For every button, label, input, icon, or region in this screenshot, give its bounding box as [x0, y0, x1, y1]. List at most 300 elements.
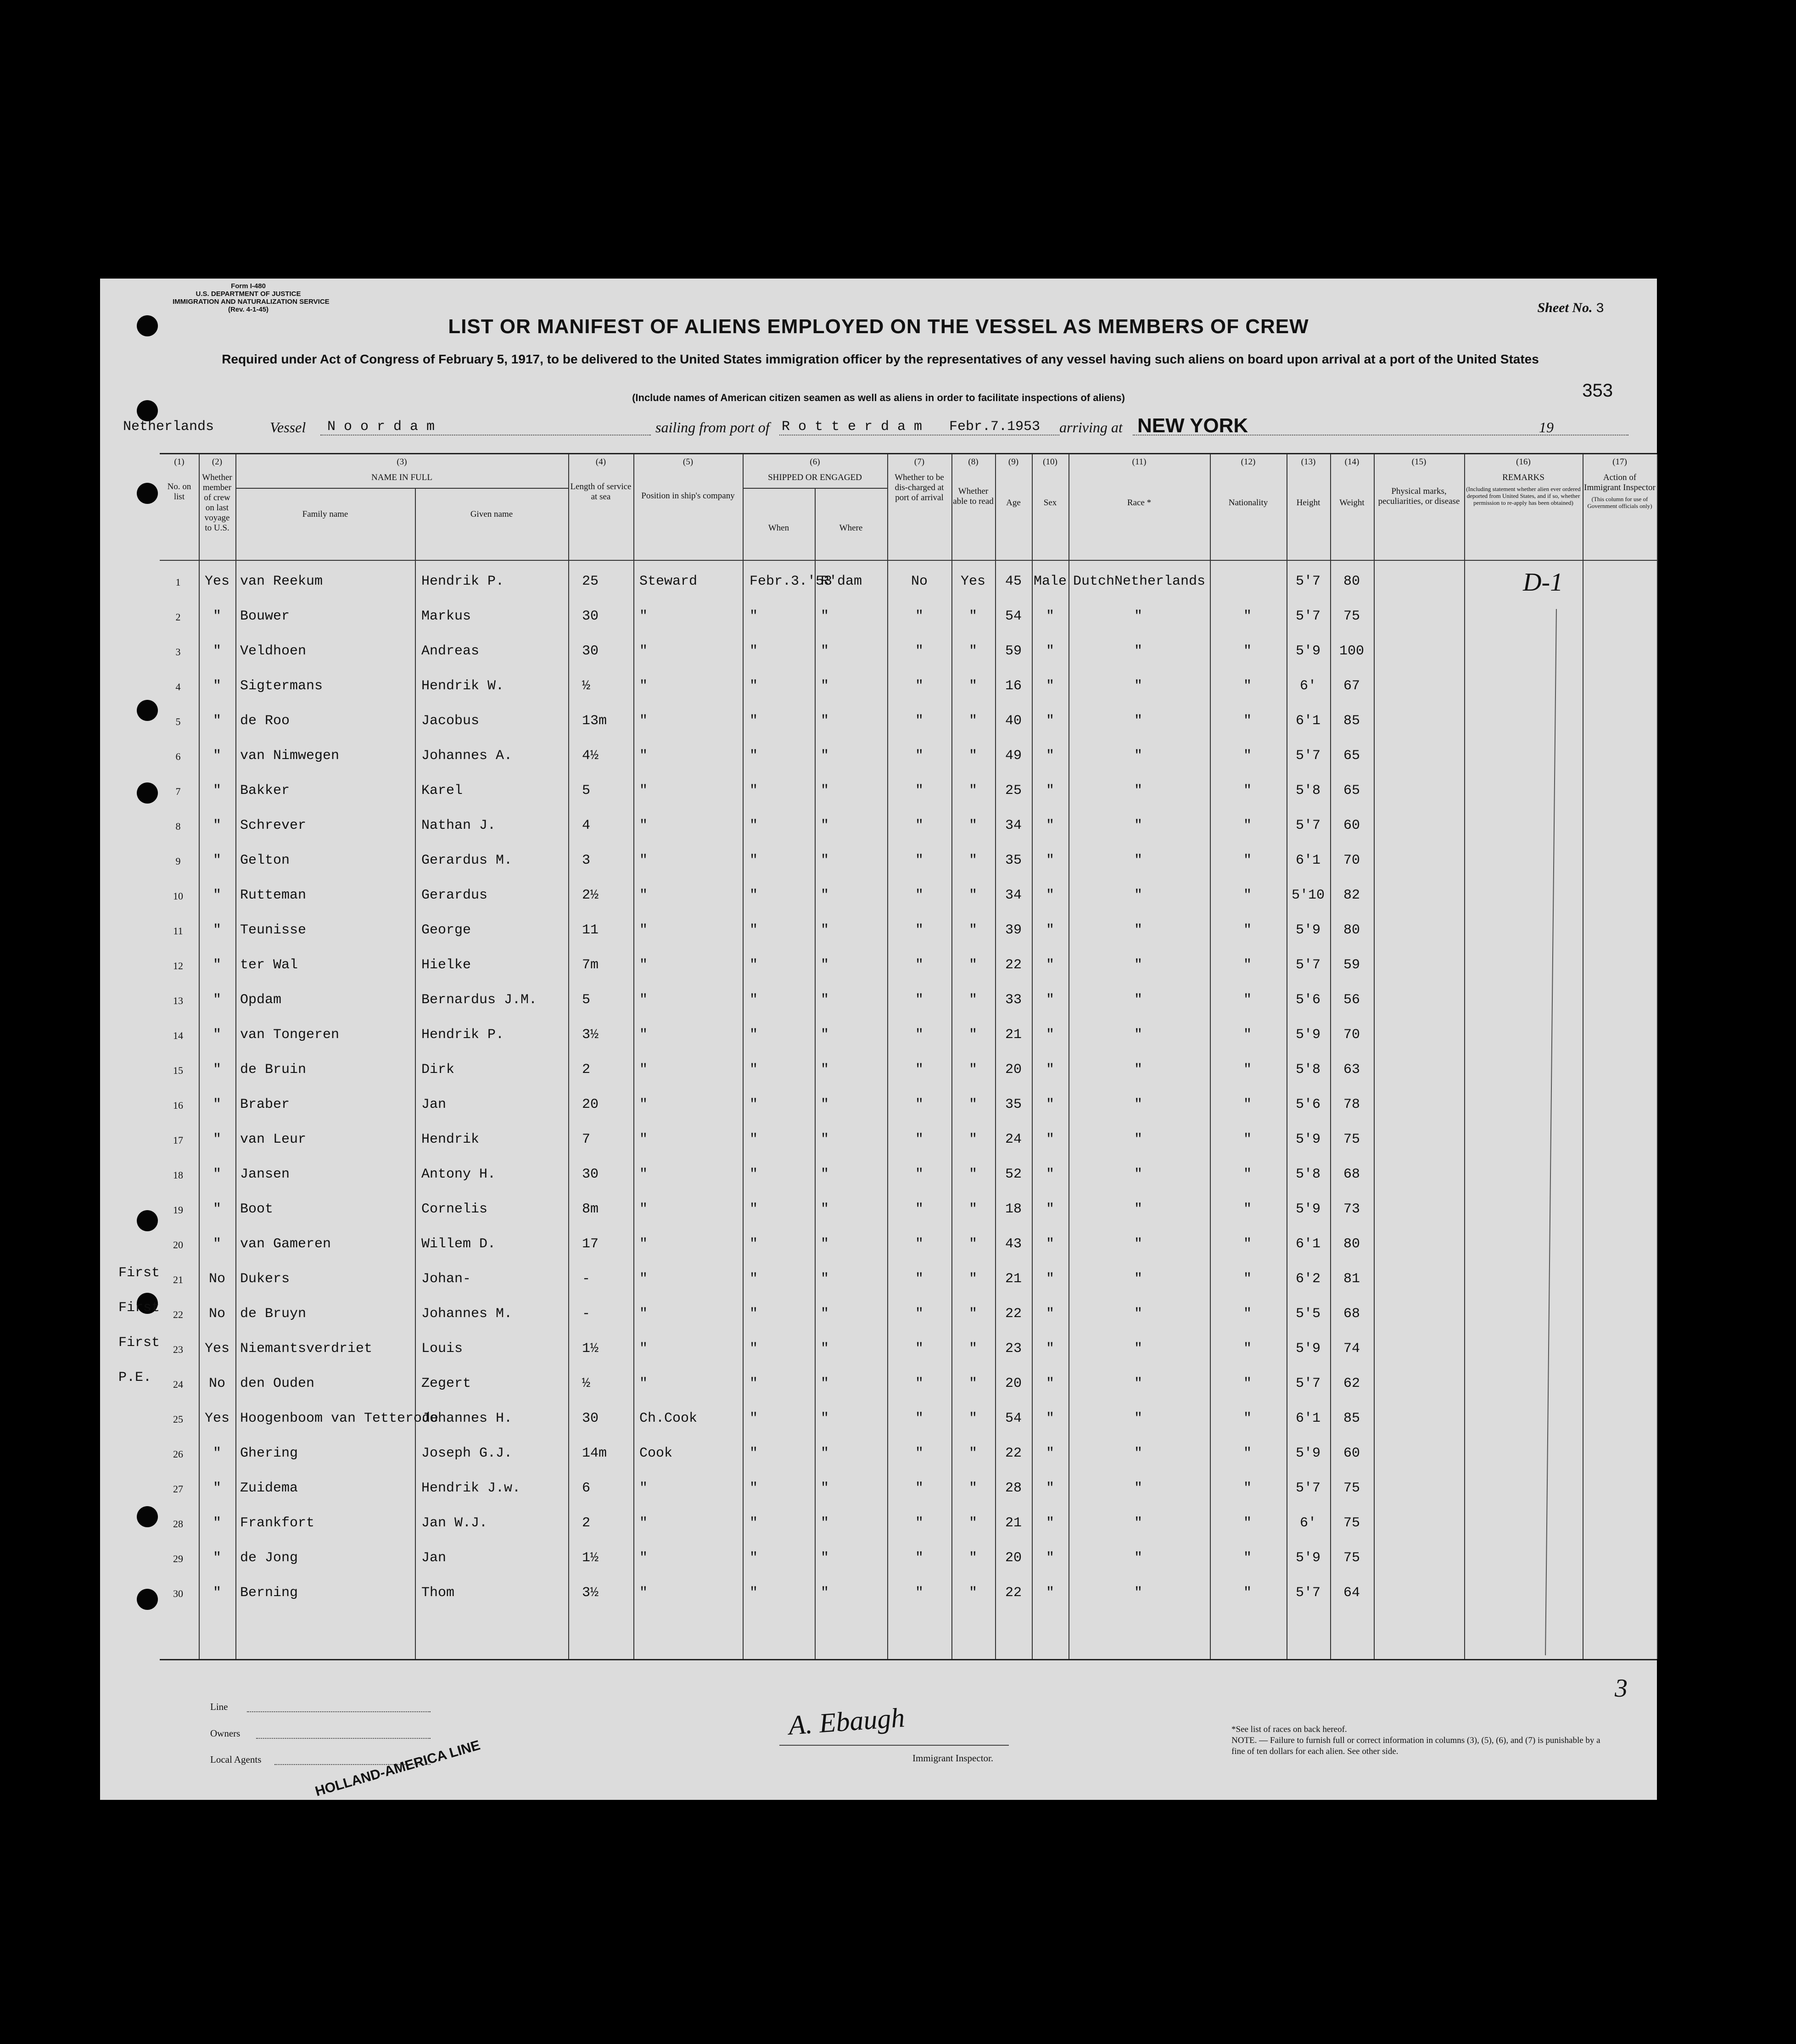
cell-age: 59 — [1005, 643, 1022, 659]
cell-weight: 74 — [1343, 1341, 1360, 1357]
cell-sex: " — [1046, 1236, 1054, 1252]
cell-read: " — [968, 888, 977, 903]
cell-height: 5'7 — [1295, 1480, 1320, 1496]
cell-where: " — [821, 643, 829, 659]
cell-family: de Bruyn — [240, 1306, 307, 1322]
cell-nationality: " — [1243, 678, 1252, 694]
cell-age: 22 — [1005, 957, 1022, 973]
cell-nationality: " — [1243, 643, 1252, 659]
cell-nationality: " — [1243, 1201, 1252, 1217]
column-number-c14: (14) — [1344, 457, 1360, 467]
vessel-name: N o o r d a m — [327, 419, 435, 435]
cell-prev: " — [213, 1097, 221, 1112]
header-length-of-service: Length of service at sea — [570, 482, 632, 502]
cell-nationality: Netherlands — [1114, 574, 1206, 589]
cell-race: " — [1134, 1341, 1142, 1357]
cell-age: 20 — [1005, 1376, 1022, 1391]
cell-height: 6' — [1299, 678, 1316, 694]
cell-family: van Nimwegen — [240, 748, 340, 764]
cell-nationality: " — [1243, 1446, 1252, 1461]
cell-nationality: " — [1243, 1027, 1252, 1043]
cell-family: Rutteman — [240, 888, 307, 903]
cell-no: 6 — [175, 751, 181, 762]
cell-given: Jan W.J. — [421, 1515, 488, 1531]
cell-family: Dukers — [240, 1271, 290, 1287]
cell-height: 5'7 — [1295, 609, 1320, 624]
cell-prev: " — [213, 853, 221, 868]
cell-sex: " — [1046, 783, 1054, 799]
cell-given: George — [421, 922, 471, 938]
cell-when: " — [750, 1027, 758, 1043]
cell-given: Johan- — [421, 1271, 471, 1287]
cell-family: Opdam — [240, 992, 282, 1008]
cell-given: Cornelis — [421, 1201, 488, 1217]
cell-when: " — [750, 1480, 758, 1496]
cell-race: " — [1134, 1515, 1142, 1531]
cell-family: Schrever — [240, 818, 307, 833]
column-number-c3: (3) — [397, 457, 407, 467]
cell-no: 2 — [175, 611, 181, 623]
cell-prev: " — [213, 888, 221, 903]
cell-height: 5'9 — [1295, 922, 1320, 938]
cell-race: " — [1134, 1306, 1142, 1322]
cell-discharged: " — [915, 853, 923, 868]
margin-note: First — [118, 1265, 160, 1281]
cell-prev: " — [213, 609, 221, 624]
cell-position: " — [639, 1515, 648, 1531]
cell-nationality: " — [1243, 1411, 1252, 1426]
cell-position: " — [639, 1201, 648, 1217]
cell-height: 5'9 — [1295, 643, 1320, 659]
cell-no: 22 — [173, 1309, 183, 1320]
cell-weight: 75 — [1343, 1480, 1360, 1496]
cell-nationality: " — [1243, 992, 1252, 1008]
cell-read: " — [968, 1201, 977, 1217]
cell-where: " — [821, 1062, 829, 1078]
cell-race: " — [1134, 1480, 1142, 1496]
column-number-c7: (7) — [914, 457, 925, 467]
cell-family: Veldhoen — [240, 643, 307, 659]
form-service: IMMIGRATION AND NATURALIZATION SERVICE — [173, 298, 330, 306]
cell-when: " — [750, 1376, 758, 1391]
cell-position: " — [639, 1271, 648, 1287]
cell-no: 15 — [173, 1065, 183, 1076]
cell-sex: " — [1046, 748, 1054, 764]
cell-position: " — [639, 1097, 648, 1112]
cell-discharged: " — [915, 609, 923, 624]
cell-prev: " — [213, 957, 221, 973]
cell-where: " — [821, 1271, 829, 1287]
cell-when: " — [750, 1097, 758, 1112]
cell-discharged: " — [915, 1271, 923, 1287]
cell-race: " — [1134, 1446, 1142, 1461]
cell-where: " — [821, 818, 829, 833]
cell-discharged: " — [915, 678, 923, 694]
column-number-c12: (12) — [1241, 457, 1256, 467]
cell-weight: 100 — [1339, 643, 1364, 659]
cell-height: 5'9 — [1295, 1341, 1320, 1357]
cell-height: 6'2 — [1295, 1271, 1320, 1287]
cell-sex: " — [1046, 1446, 1054, 1461]
header-where: Where — [839, 523, 863, 533]
cell-weight: 63 — [1343, 1062, 1360, 1078]
cell-height: 5'7 — [1295, 1376, 1320, 1391]
cell-weight: 60 — [1343, 1446, 1360, 1461]
cell-sex: " — [1046, 1376, 1054, 1391]
column-rule — [887, 454, 888, 1659]
cell-sex: " — [1046, 922, 1054, 938]
cell-given: Jan — [421, 1550, 447, 1566]
cell-nationality: " — [1243, 1341, 1252, 1357]
cell-no: 27 — [173, 1483, 183, 1495]
header-height: Height — [1296, 498, 1320, 508]
cell-age: 18 — [1005, 1201, 1022, 1217]
column-rule — [1464, 454, 1465, 1659]
sheet-number-label: Sheet No. — [1537, 300, 1593, 315]
cell-service: 25 — [582, 574, 599, 589]
cell-family: Berning — [240, 1585, 298, 1601]
cell-read: " — [968, 1306, 977, 1322]
cell-no: 4 — [175, 681, 181, 693]
cell-age: 52 — [1005, 1167, 1022, 1182]
column-rule — [1210, 454, 1211, 1659]
cell-where: " — [821, 1515, 829, 1531]
cell-race: Dutch — [1073, 574, 1115, 589]
cell-given: Zegert — [421, 1376, 471, 1391]
cell-nationality: " — [1243, 1062, 1252, 1078]
cell-read: " — [968, 1097, 977, 1112]
cell-race: " — [1134, 1167, 1142, 1182]
column-rule — [1657, 454, 1658, 1659]
cell-height: 5'7 — [1295, 957, 1320, 973]
cell-age: 22 — [1005, 1585, 1022, 1601]
cell-position: " — [639, 1585, 648, 1601]
cell-weight: 64 — [1343, 1585, 1360, 1601]
cell-height: 5'6 — [1295, 1097, 1320, 1112]
sheet-number — [1537, 300, 1604, 317]
cell-sex: Male — [1033, 574, 1067, 589]
vessel-flag: Netherlands — [123, 419, 214, 435]
cell-when: " — [750, 1167, 758, 1182]
cell-height: 6'1 — [1295, 853, 1320, 868]
form-identification — [173, 282, 330, 313]
cell-weight: 75 — [1343, 1132, 1360, 1147]
cell-prev: Yes — [204, 574, 229, 589]
column-rule — [951, 454, 952, 1659]
cell-position: " — [639, 992, 648, 1008]
cell-prev: " — [213, 1132, 221, 1147]
cell-height: 5'8 — [1295, 1062, 1320, 1078]
cell-when: " — [750, 888, 758, 903]
cell-nationality: " — [1243, 1306, 1252, 1322]
cell-family: de Bruin — [240, 1062, 307, 1078]
cell-age: 21 — [1005, 1027, 1022, 1043]
sailing-label: sailing from port of — [655, 419, 770, 436]
cell-race: " — [1134, 1062, 1142, 1078]
cell-weight: 78 — [1343, 1097, 1360, 1112]
manifest-sheet — [100, 279, 1657, 1800]
cell-given: Jan — [421, 1097, 447, 1112]
cell-service: - — [582, 1306, 591, 1322]
footer-agents-label: Local Agents — [210, 1754, 262, 1765]
cell-sex: " — [1046, 609, 1054, 624]
cell-age: 39 — [1005, 922, 1022, 938]
cell-no: 5 — [175, 716, 181, 727]
cell-nationality: " — [1243, 1585, 1252, 1601]
cell-height: 5'7 — [1295, 574, 1320, 589]
cell-service: 17 — [582, 1236, 599, 1252]
cell-nationality: " — [1243, 1515, 1252, 1531]
cell-service: 1½ — [582, 1341, 599, 1357]
column-number-c13: (13) — [1301, 457, 1316, 467]
cell-service: 4½ — [582, 748, 599, 764]
cell-where: " — [821, 1550, 829, 1566]
header-previous-voyage: Whether member of crew on last voyage to U.S. — [202, 473, 232, 533]
cell-height: 5'9 — [1295, 1027, 1320, 1043]
cell-nationality: " — [1243, 713, 1252, 729]
cell-family: Boot — [240, 1201, 274, 1217]
cell-prev: " — [213, 992, 221, 1008]
cell-discharged: " — [915, 643, 923, 659]
cell-height: 5'7 — [1295, 818, 1320, 833]
cell-service: 2 — [582, 1515, 591, 1531]
cell-weight: 56 — [1343, 992, 1360, 1008]
cell-given: Hendrik P. — [421, 574, 504, 589]
cell-no: 19 — [173, 1204, 183, 1216]
cell-read: " — [968, 748, 977, 764]
cell-read: " — [968, 678, 977, 694]
cell-no: 16 — [173, 1100, 183, 1111]
margin-note: P.E. — [118, 1370, 152, 1385]
cell-position: " — [639, 1306, 648, 1322]
cell-read: " — [968, 1236, 977, 1252]
cell-nationality: " — [1243, 1236, 1252, 1252]
cell-read: " — [968, 1027, 977, 1043]
form-department: U.S. DEPARTMENT OF JUSTICE — [196, 290, 301, 298]
cell-height: 5'9 — [1295, 1446, 1320, 1461]
cell-given: Willem D. — [421, 1236, 496, 1252]
cell-weight: 85 — [1343, 713, 1360, 729]
corner-mark: 3 — [1615, 1674, 1628, 1703]
column-rule — [995, 454, 996, 1659]
cell-no: 26 — [173, 1448, 183, 1460]
page-title: LIST OR MANIFEST OF ALIENS EMPLOYED ON THE VESSEL AS MEMBERS OF CREW — [448, 315, 1309, 338]
cell-position: " — [639, 1132, 648, 1147]
cell-given: Gerardus M. — [421, 853, 513, 868]
cell-discharged: " — [915, 748, 923, 764]
cell-race: " — [1134, 748, 1142, 764]
cell-discharged: " — [915, 992, 923, 1008]
cell-height: 5'8 — [1295, 1167, 1320, 1182]
cell-discharged: " — [915, 1585, 923, 1601]
cell-prev: " — [213, 818, 221, 833]
cell-position: " — [639, 1062, 648, 1078]
cell-race: " — [1134, 713, 1142, 729]
column-number-c11: (11) — [1132, 457, 1147, 467]
cell-read: " — [968, 713, 977, 729]
cell-no: 9 — [175, 855, 181, 867]
cell-given: Nathan J. — [421, 818, 496, 833]
cell-where: " — [821, 992, 829, 1008]
cell-sex: " — [1046, 1132, 1054, 1147]
cell-where: " — [821, 1167, 829, 1182]
cell-no: 24 — [173, 1379, 183, 1390]
holland-america-stamp: HOLLAND-AMERICA LINE — [313, 1737, 482, 1799]
cell-service: 20 — [582, 1097, 599, 1112]
cell-family: Zuidema — [240, 1480, 298, 1496]
cell-age: 33 — [1005, 992, 1022, 1008]
cell-no: 23 — [173, 1344, 183, 1355]
cell-position: " — [639, 888, 648, 903]
cell-prev: " — [213, 1236, 221, 1252]
cell-when: " — [750, 1515, 758, 1531]
cell-read: " — [968, 1585, 977, 1601]
cell-age: 54 — [1005, 609, 1022, 624]
cell-age: 20 — [1005, 1062, 1022, 1078]
cell-weight: 62 — [1343, 1376, 1360, 1391]
cell-height: 6' — [1299, 1515, 1316, 1531]
cell-prev: " — [213, 783, 221, 799]
cell-family: Teunisse — [240, 922, 307, 938]
column-rule — [743, 454, 744, 1659]
cell-when: " — [750, 1062, 758, 1078]
cell-where: " — [821, 1201, 829, 1217]
cell-where: " — [821, 853, 829, 868]
cell-race: " — [1134, 992, 1142, 1008]
cell-prev: " — [213, 922, 221, 938]
cell-race: " — [1134, 818, 1142, 833]
cell-family: ter Wal — [240, 957, 298, 973]
header-position: Position in ship's company — [641, 491, 735, 501]
arriving-label: arriving at — [1059, 419, 1123, 436]
cell-sex: " — [1046, 678, 1054, 694]
cell-position: " — [639, 678, 648, 694]
cell-age: 40 — [1005, 713, 1022, 729]
cell-discharged: " — [915, 1062, 923, 1078]
cell-sex: " — [1046, 1167, 1054, 1182]
cell-no: 10 — [173, 890, 183, 902]
cell-no: 28 — [173, 1518, 183, 1530]
cell-family: Bouwer — [240, 609, 290, 624]
cell-race: " — [1134, 1411, 1142, 1426]
cell-prev: " — [213, 1027, 221, 1043]
inspector-signature: A. Ebaugh — [787, 1702, 906, 1741]
cell-when: " — [750, 853, 758, 868]
cell-height: 5'7 — [1295, 1585, 1320, 1601]
cell-read: " — [968, 609, 977, 624]
cell-discharged: " — [915, 713, 923, 729]
cell-age: 24 — [1005, 1132, 1022, 1147]
cell-service: 5 — [582, 783, 591, 799]
header-shipped-or-engaged: SHIPPED OR ENGAGED — [768, 473, 862, 482]
column-number-c17: (17) — [1612, 457, 1627, 467]
cell-race: " — [1134, 888, 1142, 903]
cell-discharged: " — [915, 783, 923, 799]
cell-discharged: " — [915, 1201, 923, 1217]
cell-weight: 81 — [1343, 1271, 1360, 1287]
cell-where: " — [821, 783, 829, 799]
cell-service: 30 — [582, 609, 599, 624]
cell-discharged: " — [915, 1411, 923, 1426]
cell-family: van Leur — [240, 1132, 307, 1147]
year-label: 19 — [1539, 419, 1554, 436]
cell-position: " — [639, 818, 648, 833]
cell-where: " — [821, 1446, 829, 1461]
vessel-line — [118, 416, 1633, 437]
header-able-to-read: Whether able to read — [953, 486, 994, 506]
cell-family: van Gameren — [240, 1236, 331, 1252]
cell-read: " — [968, 1515, 977, 1531]
sailing-date: Febr.7.1953 — [949, 419, 1041, 435]
remarks-mark: D-1 — [1523, 568, 1563, 597]
cell-when: " — [750, 1236, 758, 1252]
column-number-c9: (9) — [1008, 457, 1019, 467]
cell-when: " — [750, 992, 758, 1008]
cell-read: " — [968, 1341, 977, 1357]
sailing-port: R o t t e r d a m — [782, 419, 923, 435]
cell-race: " — [1134, 957, 1142, 973]
penalty-note: NOTE. — Failure to furnish full or correct information in columns (3), (5), (6), and (7) is punishable by a fine of ten dollars for each alien. See other side. — [1231, 1736, 1600, 1756]
cell-discharged: " — [915, 1132, 923, 1147]
cell-discharged: " — [915, 1550, 923, 1566]
cell-where: " — [821, 888, 829, 903]
cell-nationality: " — [1243, 922, 1252, 938]
cell-weight: 75 — [1343, 609, 1360, 624]
cell-nationality: " — [1243, 1550, 1252, 1566]
cell-when: " — [750, 1132, 758, 1147]
cell-weight: 65 — [1343, 748, 1360, 764]
cell-where: " — [821, 1236, 829, 1252]
cell-prev: " — [213, 1167, 221, 1182]
cell-service: 30 — [582, 1411, 599, 1426]
cell-given: Karel — [421, 783, 463, 799]
cell-when: " — [750, 1411, 758, 1426]
vessel-underline — [320, 435, 651, 436]
cell-sex: " — [1046, 1341, 1054, 1357]
cell-race: " — [1134, 643, 1142, 659]
cell-service: 2 — [582, 1062, 591, 1078]
cell-service: 14m — [582, 1446, 607, 1461]
cell-when: " — [750, 748, 758, 764]
arrival-underline — [1133, 435, 1628, 436]
cell-sex: " — [1046, 1585, 1054, 1601]
cell-position: " — [639, 643, 648, 659]
cell-position: " — [639, 1341, 648, 1357]
cell-when: " — [750, 1550, 758, 1566]
cell-weight: 75 — [1343, 1515, 1360, 1531]
cell-service: 1½ — [582, 1550, 599, 1566]
cell-read: Yes — [960, 574, 985, 589]
cell-no: 21 — [173, 1274, 183, 1285]
cell-race: " — [1134, 1271, 1142, 1287]
form-number: Form I-480 — [231, 282, 266, 290]
cell-discharged: " — [915, 1097, 923, 1112]
cell-read: " — [968, 1411, 977, 1426]
cell-service: 30 — [582, 643, 599, 659]
cell-discharged: " — [915, 1167, 923, 1182]
cell-no: 11 — [173, 925, 183, 937]
cell-where: " — [821, 713, 829, 729]
cell-sex: " — [1046, 1027, 1054, 1043]
cell-race: " — [1134, 1097, 1142, 1112]
cell-height: 5'10 — [1291, 888, 1325, 903]
cell-read: " — [968, 1167, 977, 1182]
cell-prev: " — [213, 713, 221, 729]
cell-weight: 60 — [1343, 818, 1360, 833]
cell-no: 1 — [175, 576, 181, 588]
column-number-c10: (10) — [1043, 457, 1057, 467]
cell-when: " — [750, 818, 758, 833]
